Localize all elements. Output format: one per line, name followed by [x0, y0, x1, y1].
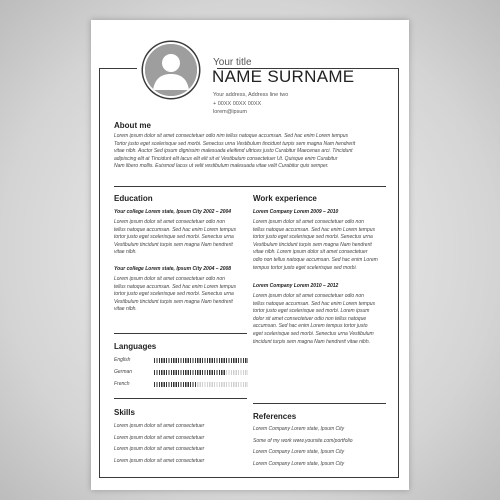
phone: + 00XX 00XX 00XX [213, 100, 262, 107]
references-list [253, 424, 352, 470]
education-entry-head: Your college Lorem state, Ipsum City 2004 – 2008 [114, 266, 232, 272]
skills-list [114, 421, 204, 467]
contact-info [213, 91, 288, 117]
language-name: French [114, 381, 130, 387]
education-entry-text: Lorem ipsum dolor sit amet consectetuer odio non tellus natoque accumsan. Sed hac enim Lorem tempus tortor justo eget scelerisque sed morbi. Senectus urna Vestibulum tincidunt turpis sem magna Nam hendrerit vitae nibh. [114, 276, 237, 313]
references-heading: References [253, 412, 297, 421]
work-entry-head: Lorem Company Lorem 2009 – 2010 [253, 209, 339, 215]
list-item: Lorem ipsum dolor sit amet consectetuer [114, 446, 205, 452]
divider [114, 398, 247, 399]
list-item: Lorem Company Lorem state, Ipsum City [253, 449, 345, 455]
divider [114, 186, 386, 187]
work-entry-head: Lorem Company Lorem 2010 – 2012 [253, 283, 339, 289]
education-entry-text: Lorem ipsum dolor sit amet consectetuer odio non tellus natoque accumsan. Sed hac enim Lorem tempus tortor justo eget scelerisque sed morbi. Senectus urna Vestibulum tincidunt turpis sem magna Nam hendrerit vitae nibh. [114, 219, 237, 256]
email: lorem@ipsum [213, 109, 248, 115]
list-item: Lorem ipsum dolor sit amet consectetuer [114, 434, 205, 441]
work-entry-text: Lorem ipsum dolor sit amet consectetuer odio non tellus natoque accumsan. Sed hac enim Lorem tempus tortor justo eget scelerisque sed morbi. Senectus urna Vestibulum tincidunt turpis sem magna Nam hendrerit vitae nibh. Lorem ipsum dolor sit amet consectetuer odio non tellus natoque accumsan. Sed hac enim Lorem tempus tortor justo eget scelerisque sed morbi. [253, 219, 378, 271]
resume-page [91, 20, 409, 490]
language-level-fill [154, 370, 225, 375]
list-item: Lorem ipsum dolor sit amet consectetuer [114, 457, 205, 464]
language-level-fill [154, 358, 248, 363]
language-level-fill [154, 382, 196, 387]
about-heading: About me [114, 121, 151, 130]
list-item: Lorem Company Lorem state, Ipsum City [253, 460, 345, 467]
language-row [114, 357, 254, 364]
list-item: Lorem Company Lorem state, Ipsum City [253, 426, 345, 432]
language-level-bar [154, 382, 248, 387]
address: Your address, Address line two [213, 92, 289, 98]
full-name: NAME SURNAME [212, 67, 355, 86]
avatar-icon [143, 42, 199, 98]
language-level-bar [154, 358, 248, 363]
work-entry-text: Lorem ipsum dolor sit amet consectetuer odio non tellus natoque accumsan. Sed hac enim Lorem tempus tortor justo eget scelerisque sed morbi. Lorem ipsum dolor sit amet consectetuer odio non tellus natoque accumsan. Sed hac enim Lorem tempus tortor justo eget scelerisque sed morbi. Senectus urna Vestibulum tincidunt turpis sem magna Nam hendrerit vitae nibh. [253, 293, 376, 345]
divider [253, 403, 386, 404]
language-level-bar [154, 370, 248, 375]
list-item: Lorem ipsum dolor sit amet consectetuer [114, 423, 205, 429]
education-heading: Education [114, 194, 153, 203]
job-title: Your title [213, 57, 252, 68]
education-entry-head: Your college Lorem state, Ipsum City 2002 – 2004 [114, 209, 232, 215]
about-text: Lorem ipsum dolor sit amet consectetuer odio nim tellus natoque accumsan. Sed hac enim Lorem tempus Tortor justo eget scelerisque sed morbi. Senectus urna Vestibulum tincidunt turpis sem magna Nam hendrerit vitae nibh. Auctor Sed ipsum dignissim malesuada eleifend ultrices justo Curabitur Maecenas arci. Tincidunt adipiscing elit at Tincidunt elit lacus elit elit sit et Vestibulum consectetuer Ut. Quisque enim Curabitur Nam libero mollis. Euismod lacus ut velit vestibulum malesuada vitae velit Curabitur quis semper. [114, 133, 356, 170]
language-name: German [114, 369, 133, 375]
language-name: English [114, 357, 131, 363]
language-row [114, 381, 254, 388]
languages-heading: Languages [114, 342, 157, 351]
work-heading: Work experience [253, 194, 317, 203]
divider [114, 333, 247, 334]
language-row [114, 369, 254, 376]
skills-heading: Skills [114, 408, 135, 417]
list-item: Some of my work www.yoursite.com/portfolio [253, 437, 353, 444]
